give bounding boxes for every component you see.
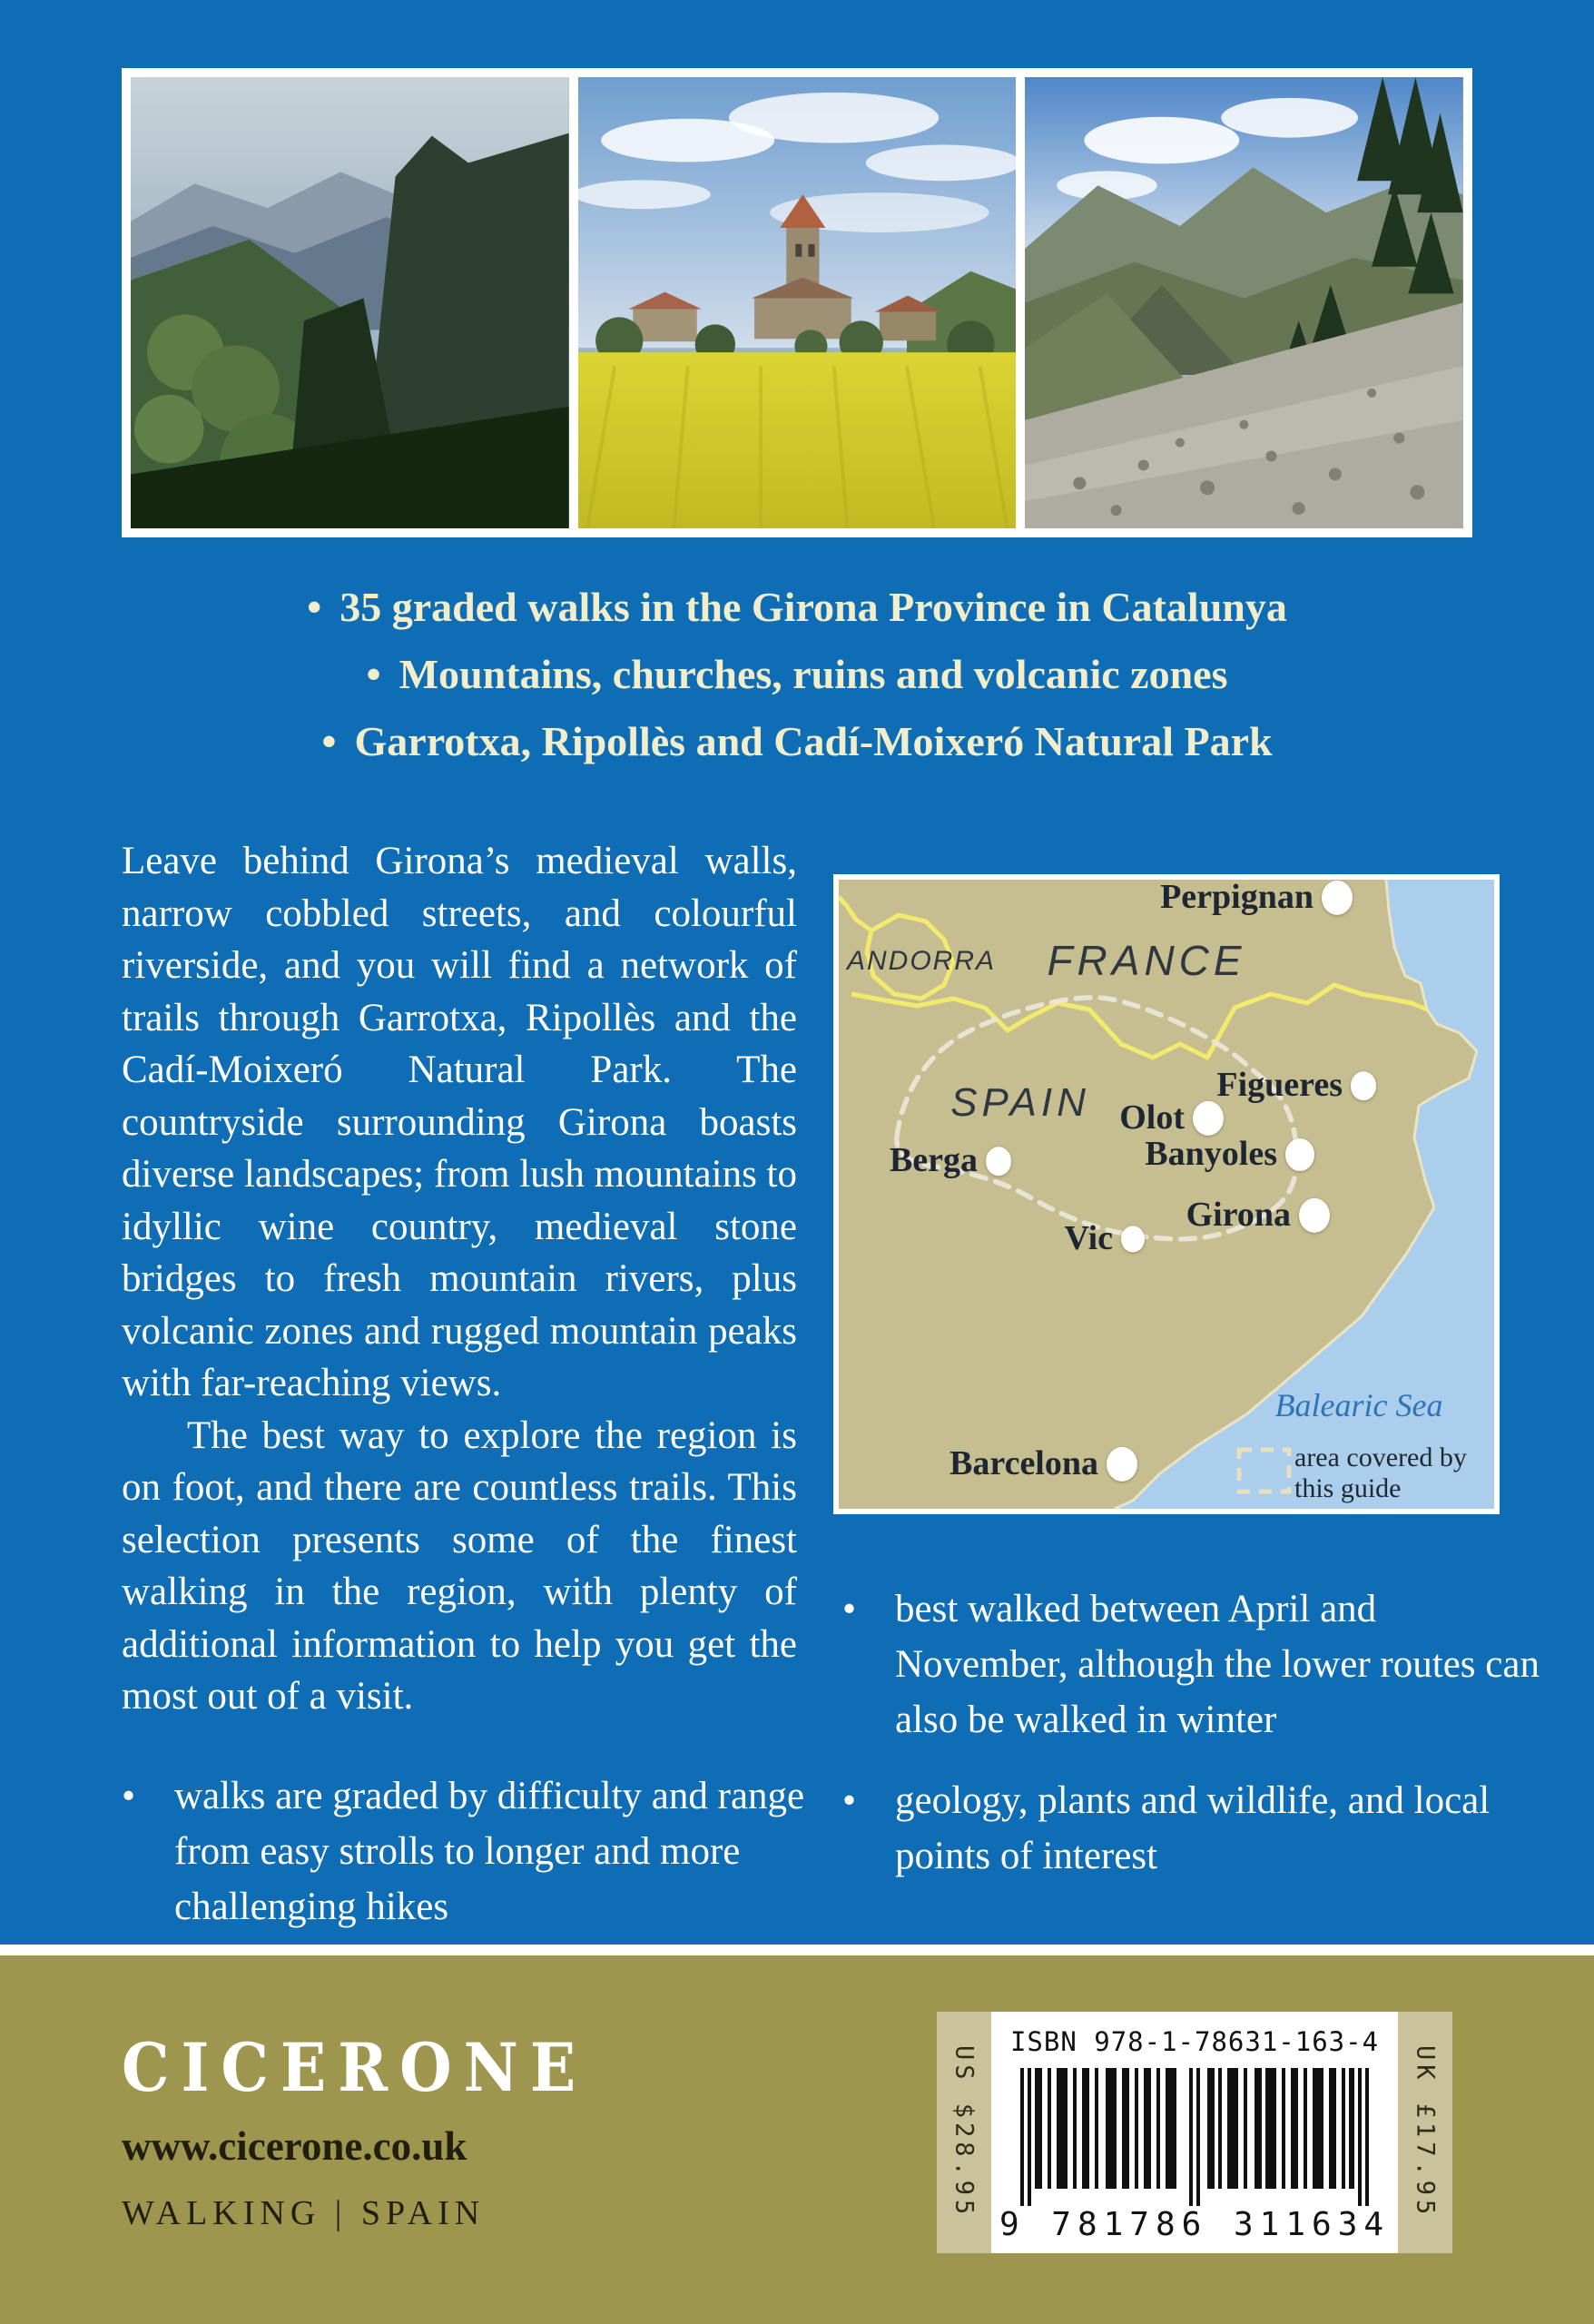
map-city-dot	[1107, 1447, 1137, 1482]
category-label: WALKING | SPAIN	[122, 2194, 486, 2232]
map-city-dot	[1193, 1101, 1224, 1136]
feature-item	[842, 1773, 1540, 1884]
region-map	[833, 874, 1500, 1514]
price-uk: UK £17.95	[1398, 2012, 1452, 2253]
map-region-label: SPAIN	[950, 1080, 1090, 1125]
photo-church-rapeseed-field	[578, 77, 1017, 528]
feature-text: best walked between April and November, although the lower routes can also be walked in winter	[895, 1588, 1540, 1741]
intro-paragraph-1: Leave behind Girona’s medieval walls, narrow cobbled streets, and colourful riverside, and you will find a network of trails through Garrotxa, Ripollès and the Cadí-Moixeró Natural Park. The countryside surrounding Girona boasts diverse landscapes; from lush mountains to idyllic wine country, medieval stone bridges to fresh mountain rivers, plus volcanic zones and rugged mountain peaks with far-reaching views.	[122, 840, 797, 1404]
map-city-dot	[1285, 1138, 1314, 1171]
map-city-dot	[1322, 881, 1353, 915]
intro-text	[122, 835, 797, 1723]
feature-item	[842, 1581, 1540, 1748]
bullet-icon: •	[321, 718, 337, 764]
bullet-icon: •	[122, 1775, 136, 1817]
bullet-icon: •	[842, 1588, 857, 1630]
highlight-line	[0, 717, 1594, 765]
map-city-dot	[1299, 1198, 1330, 1233]
map-city-label: Perpignan	[1160, 878, 1314, 917]
barcode-bars	[1020, 2068, 1369, 2206]
feature-text: geology, plants and wildlife, and local points of interest	[895, 1779, 1491, 1877]
scree-trail-illustration	[1025, 77, 1463, 528]
price-us: US $28.95	[937, 2012, 991, 2253]
map-city-dot	[1121, 1226, 1145, 1252]
feature-item	[122, 1768, 821, 1935]
map-city-label: Figueres	[1216, 1066, 1343, 1105]
map-city-dot	[986, 1147, 1011, 1176]
publisher-website: www.cicerone.co.uk	[122, 2123, 467, 2169]
highlight-line	[0, 650, 1594, 698]
feature-text: walks are graded by difficulty and range from easy strolls to longer and more challenging hikes	[174, 1775, 805, 1928]
isbn-number: ISBN 978-1-78631-163-4	[1009, 2026, 1380, 2057]
map-city-label: Barcelona	[950, 1444, 1098, 1483]
sea-label: Balearic Sea	[1274, 1387, 1443, 1423]
map-city-label: Girona	[1186, 1196, 1291, 1235]
bullet-icon: •	[842, 1779, 857, 1822]
features-left	[122, 1768, 821, 1935]
map-city-label: Banyoles	[1145, 1135, 1277, 1174]
map-city-label: Olot	[1119, 1098, 1185, 1137]
mountain-valley-illustration	[131, 77, 569, 528]
barcode-digits: 9 781786 311634	[999, 2206, 1391, 2243]
map-legend-line-1: area covered by	[1294, 1443, 1467, 1472]
highlight-text-3: Garrotxa, Ripollès and Cadí-Moixeró Natural Park	[354, 718, 1273, 764]
map-overlay	[833, 874, 1500, 1514]
map-legend-line-2: this guide	[1294, 1473, 1402, 1503]
map-region-label: ANDORRA	[846, 946, 997, 976]
highlights	[0, 583, 1594, 784]
barcode-block	[937, 2012, 1452, 2253]
map-city-label: Berga	[889, 1141, 978, 1180]
highlight-text-1: 35 graded walks in the Girona Province in Catalunya	[339, 584, 1287, 630]
map-city-label: Vic	[1064, 1219, 1113, 1258]
bullet-icon: •	[307, 584, 322, 630]
intro-paragraph-2: The best way to explore the region is on foot, and there are countless trails. This selection presents some of the finest walking in the region, with plenty of additional information to help you get the most out of a visit.	[122, 1413, 797, 1718]
photo-scree-trail	[1025, 77, 1463, 528]
features-right	[842, 1581, 1540, 1909]
photo-mountain-valley	[131, 77, 569, 528]
church-field-illustration	[578, 77, 1017, 528]
bullet-icon: •	[366, 651, 381, 697]
highlight-line	[0, 583, 1594, 631]
separator-line	[0, 1945, 1594, 1955]
highlight-text-2: Mountains, churches, ruins and volcanic zones	[398, 651, 1228, 697]
cicerone-logo: CICERONE	[122, 2029, 588, 2107]
map-legend	[1294, 1443, 1467, 1504]
map-city-dot	[1351, 1071, 1376, 1100]
photo-strip	[122, 68, 1472, 537]
map-region-label: FRANCE	[1047, 937, 1246, 984]
barcode	[991, 2012, 1398, 2253]
